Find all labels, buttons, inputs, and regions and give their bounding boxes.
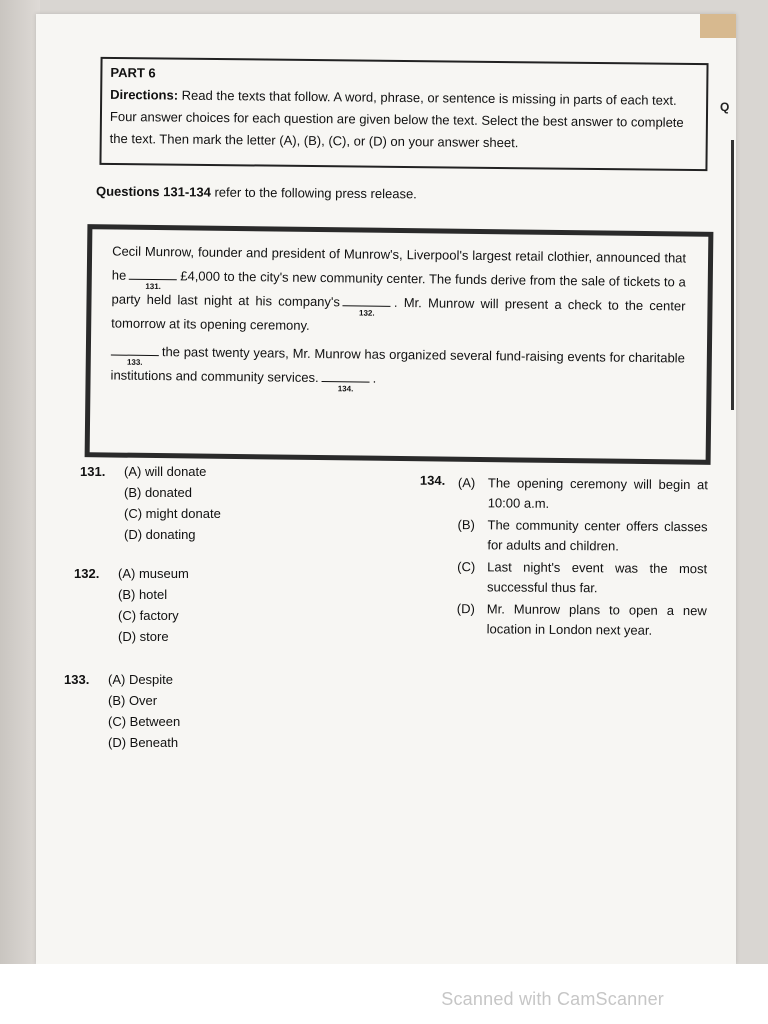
press-text-segment: £4,000 to the city's new community center. The funds derive from the sale of tickets to a party held last night at his company's [111, 268, 686, 310]
blank-number: 134. [337, 384, 354, 394]
blank-133 [111, 341, 159, 367]
answer-option [457, 557, 707, 599]
answer-option: (C) might donate [124, 506, 221, 521]
press-text-segment: . Mr. Munrow will present a check to the center tomorrow at its opening ceremony. [111, 294, 686, 333]
next-page-box-edge [731, 140, 734, 410]
scan-shadow [0, 0, 40, 1024]
answer-option: (A) Despite [108, 672, 174, 687]
answer-option: (D) Beneath [108, 735, 179, 750]
option-letter: (C) [457, 559, 476, 575]
answer-option [458, 473, 708, 515]
blank-131 [129, 266, 177, 292]
blank-number: 133. [126, 357, 143, 367]
questions-reference [96, 184, 417, 202]
next-page-label: Q [720, 100, 730, 114]
question-133 [64, 669, 180, 753]
answer-option: (C) Between [108, 714, 181, 729]
press-text-segment: . [372, 370, 377, 386]
option-letter: (B) [457, 517, 475, 533]
press-paragraph-2 [110, 339, 685, 394]
scanner-watermark: Scanned with CamScanner [441, 989, 664, 1009]
directions-body: Read the texts that follow. A word, phrase, or sentence is missing in parts of each text. Four answer choices for each question are given below the text. Select the best answer to complete the text. Then mark the letter (A), (B), (C), or (D) on your answer sheet. [109, 87, 684, 151]
answer-option [457, 599, 707, 641]
question-number: 132. [74, 566, 100, 581]
option-text: The community center offers classes for adults and children. [487, 517, 708, 554]
answer-option: (D) donating [124, 527, 196, 542]
press-text-segment: Cecil Munrow, founder and president of Munrow's, Liverpool's largest retail clothier, announced that he [111, 243, 687, 283]
blank-132 [343, 292, 391, 318]
directions-box [99, 57, 708, 171]
answer-option: (B) Over [108, 693, 158, 708]
answer-option: (D) store [118, 629, 169, 644]
option-text: The opening ceremony will begin at 10:00 a.m. [487, 475, 708, 511]
directions-text [110, 84, 699, 156]
answer-option: (B) hotel [118, 587, 168, 602]
question-131 [80, 461, 221, 545]
blank-134 [322, 368, 370, 394]
question-number: 134. [419, 472, 446, 488]
questions-range: Questions 131-134 [95, 183, 211, 200]
press-text-segment: the past twenty years, Mr. Munrow has organized several fund-raising events for charitable institutions and community services. [110, 344, 685, 386]
option-letter: (A) [457, 475, 476, 491]
answer-option: (A) will donate [124, 464, 207, 479]
option-text: Mr. Munrow plans to open a new location in London next year. [486, 601, 707, 638]
corner-tab [700, 14, 736, 38]
bottom-margin [0, 964, 768, 1024]
questions-ref-text: refer to the following press release. [214, 184, 417, 202]
part-title: PART 6 [110, 64, 156, 81]
answer-option: (C) factory [118, 608, 179, 623]
question-number: 131. [80, 464, 106, 479]
option-text: Last night's event was the most successful thus far. [486, 559, 708, 596]
blank-number: 131. [145, 281, 162, 292]
press-release-box [85, 224, 714, 465]
blank-number: 132. [358, 308, 375, 318]
question-number: 133. [64, 672, 90, 687]
question-132 [74, 563, 189, 647]
answer-option: (B) donated [124, 485, 192, 500]
option-letter: (D) [456, 601, 475, 617]
question-134-options [457, 473, 708, 643]
directions-label: Directions: [110, 86, 179, 103]
press-paragraph-1 [111, 239, 686, 342]
answer-option [457, 515, 707, 557]
answer-option: (A) museum [118, 566, 189, 581]
